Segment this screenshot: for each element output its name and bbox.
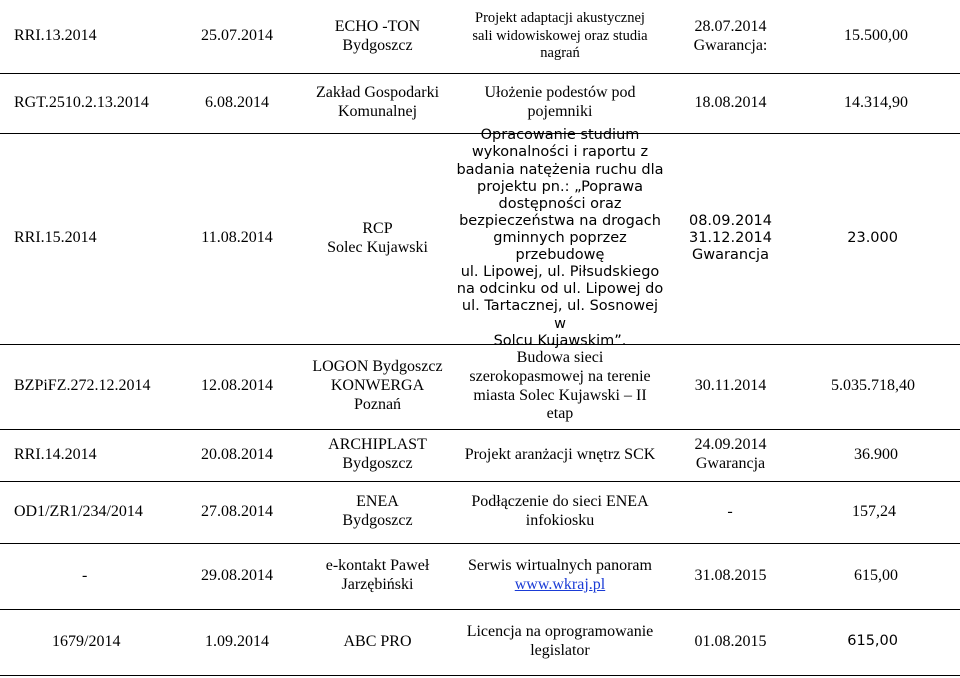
contractor: ARCHIPLAST Bydgoszcz: [328, 436, 427, 472]
contract-amount: 14.314,90: [844, 93, 908, 111]
contract-term: -: [727, 502, 733, 520]
website-link[interactable]: www.wkraj.pl: [514, 576, 606, 593]
contractor: RCP Solec Kujawski: [327, 219, 428, 256]
contract-date: 6.08.2014: [205, 93, 269, 111]
contract-subject: [455, 543, 665, 609]
contractor: ENEA Bydgoszcz: [342, 493, 413, 529]
contractor: ECHO -TON Bydgoszcz: [334, 17, 421, 54]
contract-subject: Licencja na oprogramowanie legislator: [466, 623, 654, 659]
contract-date: 20.08.2014: [201, 445, 273, 463]
contract-subject: Budowa sieci szerokopasmowej na terenie miasta Solec Kujawski – II etap: [469, 348, 651, 423]
contract-amount: 157,24: [852, 502, 896, 520]
contract-amount: 23.000: [847, 229, 898, 246]
subject-text: Serwis wirtualnych panoram: [468, 557, 652, 575]
contract-subject: Ułożenie podestów pod pojemniki: [484, 84, 636, 120]
contract-amount: 615,00: [854, 566, 898, 584]
contract-number: RRI.14.2014: [14, 445, 97, 463]
contract-term: 08.09.2014 31.12.2014 Gwarancja: [688, 212, 773, 264]
contract-number: RRI.13.2014: [14, 27, 97, 45]
contract-number: RGT.2510.2.13.2014: [14, 93, 149, 111]
contract-term: 28.07.2014 Gwarancja:: [693, 17, 768, 54]
row-divider: [0, 675, 960, 676]
contract-date: 11.08.2014: [201, 229, 273, 247]
contract-number: -: [82, 566, 88, 584]
contract-amount: 15.500,00: [844, 27, 908, 45]
contract-subject: Projekt aranżacji wnętrz SCK: [464, 445, 656, 463]
contractor: ABC PRO: [343, 632, 412, 650]
contract-number: BZPiFZ.272.12.2014: [14, 377, 151, 395]
contractor: LOGON Bydgoszcz KONWERGA Poznań: [312, 358, 443, 413]
contract-date: 25.07.2014: [201, 27, 273, 45]
contract-term: 31.08.2015: [694, 566, 767, 584]
contract-date: 29.08.2014: [201, 566, 273, 584]
contract-subject: Podłączenie do sieci ENEA infokiosku: [471, 493, 649, 529]
contract-number: 1679/2014: [52, 632, 121, 650]
contractor: Zakład Gospodarki Komunalnej: [315, 84, 440, 120]
contract-date: 12.08.2014: [201, 377, 273, 395]
contract-term: 01.08.2015: [694, 632, 767, 650]
contract-term: 24.09.2014 Gwarancja: [694, 436, 767, 472]
contract-number: RRI.15.2014: [14, 229, 97, 247]
contract-amount: 615,00: [847, 633, 898, 650]
contract-amount: 5.035.718,40: [831, 377, 915, 395]
contract-date: 27.08.2014: [201, 502, 273, 520]
contractor: e-kontakt Paweł Jarzębiński: [325, 557, 430, 593]
contract-number: OD1/ZR1/234/2014: [14, 502, 143, 520]
contract-term: 30.11.2014: [694, 377, 767, 395]
contract-subject: Opracowanie studium wykonalności i raportu z badania natężenia ruchu dla projektu pn.: „Poprawa dostępności oraz bezpieczeństwa na drogach gminnych poprzez przebudowę ul. Lipowej, ul. Piłsudskiego na odcinku od ul. Lipowej do ul. Tartacznej, ul. Sosnowej w Solcu Kujawskim”.: [456, 127, 664, 349]
contract-subject: Projekt adaptacji akustycznej sali widowiskowej oraz studia nagrań: [472, 9, 648, 62]
contract-amount: 36.900: [854, 445, 898, 463]
contract-term: 18.08.2014: [694, 93, 767, 111]
contract-date: 1.09.2014: [205, 632, 269, 650]
